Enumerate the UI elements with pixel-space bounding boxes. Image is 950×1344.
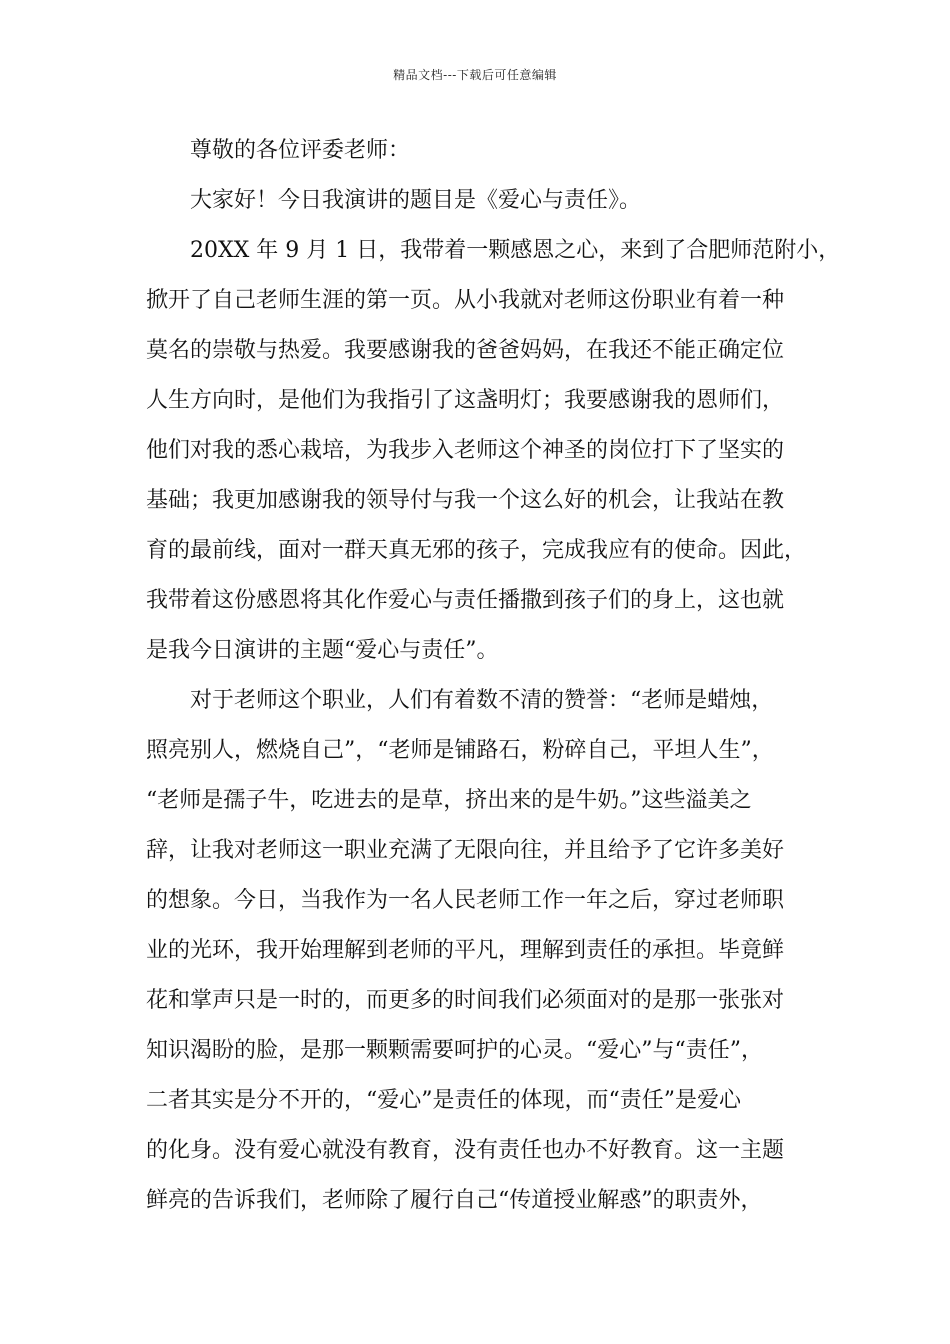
text-line: 业的光环，我开始理解到老师的平凡，理解到责任的承担。毕竟鲜 [146,938,785,963]
text-line: 辞，让我对老师这一职业充满了无限向往，并且给予了它许多美好 [146,838,785,863]
text-line: 他们对我的悉心栽培，为我步入老师这个神圣的岗位打下了坚实的 [146,438,785,463]
text-line: 人生方向时，是他们为我指引了这盏明灯；我要感谢我的恩师们， [146,388,785,413]
text-line: 鲜亮的告诉我们，老师除了履行自己“传道授业解惑”的职责外， [146,1188,763,1213]
text-line: 是我今日演讲的主题“爱心与责任”。 [146,638,499,663]
text-line: 二者其实是分不开的，“爱心”是责任的体现，而“责任”是爱心 [146,1088,741,1113]
text-line: 基础；我更加感谢我的领导付与我一个这么好的机会，让我站在教 [146,488,785,513]
text-line: 对于老师这个职业，人们有着数不清的赞誉：“老师是蜡烛， [190,688,774,713]
text-line: “老师是孺子牛，吃进去的是草，挤出来的是牛奶。”这些溢美之 [146,788,752,813]
page-header: 精品文档---下载后可任意编辑 [393,68,557,82]
text-line: 我带着这份感恩将其化作爱心与责任播撒到孩子们的身上，这也就 [146,588,785,613]
text-line: 莫名的崇敬与热爱。我要感谢我的爸爸妈妈，在我还不能正确定位 [146,338,785,363]
text-line: 尊敬的各位评委老师： [190,138,411,163]
text-line: 照亮别人，燃烧自己”，“老师是铺路石，粉碎自己，平坦人生”， [146,738,774,763]
text-line: 育的最前线，面对一群天真无邪的孩子，完成我应有的使命。因此， [146,538,807,563]
text-line: 的想象。今日，当我作为一名人民老师工作一年之后，穿过老师职 [146,888,785,913]
speech-body [146,126,841,1226]
text-line: 知识渴盼的脸，是那一颗颗需要呵护的心灵。“爱心”与“责任”， [146,1038,763,1063]
text-line: 花和掌声只是一时的，而更多的时间我们必须面对的是那一张张对 [146,988,785,1013]
text-line: 的化身。没有爱心就没有教育，没有责任也办不好教育。这一主题 [146,1138,785,1163]
text-line: 20XX 年 9 月 1 日，我带着一颗感恩之心，来到了合肥师范附小， [190,238,841,263]
text-line: 掀开了自己老师生涯的第一页。从小我就对老师这份职业有着一种 [146,288,785,313]
text-line: 大家好！今日我演讲的题目是《爱心与责任》。 [190,188,642,213]
